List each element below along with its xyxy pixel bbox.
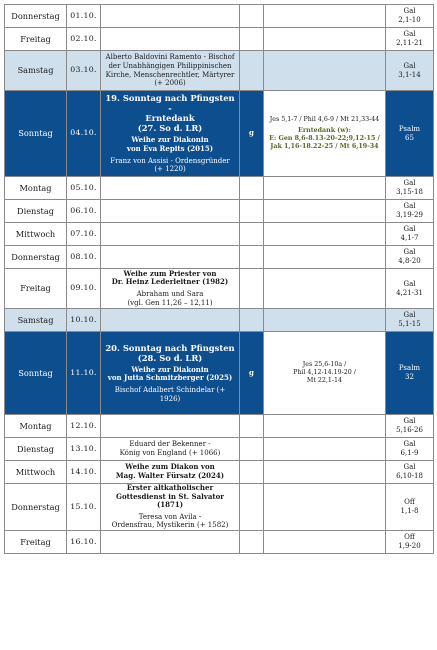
date-cell: 03.10. — [67, 51, 101, 91]
commemoration-note: (vgl. Gen 11,26 – 12,11) — [127, 298, 213, 307]
commemoration-note: Ordensfrau, Mystikerin (+ 1582) — [111, 521, 229, 530]
daily-reading-cell: Gal 2,11-21 — [386, 28, 434, 51]
liturgical-color-cell: g — [240, 332, 264, 415]
readings-cell — [264, 438, 386, 461]
calendar-row — [5, 223, 434, 246]
daily-reading-cell: Gal 3,19-29 — [386, 200, 434, 223]
calendar-row — [5, 309, 434, 332]
harvest-label: Erntedank (w): — [298, 126, 351, 134]
ordination-note: Weihe zur Diakonin — [131, 364, 209, 374]
liturgical-color-cell — [240, 177, 264, 200]
sunday-readings: Jes 5,1-7 / Phil 4,6-9 / Mt 21,33-44 — [269, 115, 380, 123]
calendar-row — [5, 461, 434, 484]
daily-reading-cell: Gal 3,15-18 — [386, 177, 434, 200]
ordination-note: Weihe zum Diakon von — [125, 462, 215, 472]
psalm-cell: Psalm 32 — [386, 332, 434, 415]
observance-cell — [101, 438, 240, 461]
calendar-row — [5, 177, 434, 200]
readings-cell — [264, 530, 386, 553]
ordination-note: Weihe zur Diakonin — [131, 135, 209, 145]
commemoration-note: Alberto Baldovini Ramento - Bischof der Unabhängigen Philippinischen Kirche, Menschenrechtler, Märtyrer (+ 2006) — [105, 53, 235, 88]
calendar-row — [5, 415, 434, 438]
liturgical-color-cell: g — [240, 91, 264, 177]
liturgical-color-cell — [240, 461, 264, 484]
sunday-title: (27. So d. LR) — [137, 123, 203, 134]
liturgical-color-cell — [240, 51, 264, 91]
weekday-cell: Mittwoch — [5, 223, 67, 246]
weekday-cell: Donnerstag — [5, 5, 67, 28]
daily-reading-cell: Gal 2,1-10 — [386, 5, 434, 28]
ordination-note: Mag. Walter Fürsatz (2024) — [115, 471, 225, 480]
harvest-readings: E: Gen 8,6-8.13-20-22;9,12-15 / — [269, 135, 380, 142]
liturgical-color-cell — [240, 438, 264, 461]
readings-cell — [264, 415, 386, 438]
readings-cell — [264, 223, 386, 246]
commemoration-note: Teresa von Avila - — [138, 512, 202, 521]
readings-cell — [264, 200, 386, 223]
psalm-cell: Psalm 65 — [386, 91, 434, 177]
ordination-note: von Jutta Schmitzberger (2025) — [107, 373, 233, 383]
weekday-cell: Donnerstag — [5, 246, 67, 269]
weekday-cell: Samstag — [5, 309, 67, 332]
observance-cell — [101, 484, 240, 531]
daily-reading-cell: Off 1,1-8 — [386, 484, 434, 531]
sunday-title: Erntedank — [145, 113, 195, 124]
weekday-cell: Freitag — [5, 530, 67, 553]
observance-cell — [101, 269, 240, 309]
calendar-row — [5, 484, 434, 531]
weekday-cell: Samstag — [5, 51, 67, 91]
liturgical-color-cell — [240, 28, 264, 51]
calendar-row — [5, 530, 434, 553]
readings-cell — [264, 484, 386, 531]
observance-cell — [101, 5, 240, 28]
calendar-row — [5, 269, 434, 309]
weekday-cell: Mittwoch — [5, 461, 67, 484]
liturgical-color-cell — [240, 246, 264, 269]
date-cell: 10.10. — [67, 309, 101, 332]
ordination-note: Gottesdienst in St. Salvator (1871) — [115, 491, 224, 510]
observance-cell — [101, 530, 240, 553]
date-cell: 08.10. — [67, 246, 101, 269]
daily-reading-cell: Gal 6,10-18 — [386, 461, 434, 484]
commemoration-note: Eduard der Bekenner - — [129, 440, 211, 449]
daily-reading-cell: Gal 5,16-26 — [386, 415, 434, 438]
ordination-note: von Eva Repits (2015) — [126, 143, 214, 153]
observance-cell — [101, 177, 240, 200]
commemoration-note: Abraham und Sara — [136, 290, 204, 298]
liturgical-color-cell — [240, 484, 264, 531]
observance-cell — [101, 51, 240, 91]
sunday-readings: Jes 25,6-10a / — [302, 360, 347, 368]
readings-cell — [264, 309, 386, 332]
observance-cell — [101, 223, 240, 246]
date-cell: 04.10. — [67, 91, 101, 177]
date-cell: 09.10. — [67, 269, 101, 309]
observance-cell — [101, 415, 240, 438]
commemoration-note: (+ 1220) — [154, 165, 186, 174]
readings-cell — [264, 51, 386, 91]
date-cell: 15.10. — [67, 484, 101, 531]
weekday-cell: Donnerstag — [5, 484, 67, 531]
calendar-row — [5, 28, 434, 51]
calendar-row — [5, 91, 434, 177]
readings-cell — [264, 246, 386, 269]
readings-cell — [264, 91, 386, 177]
date-cell: 01.10. — [67, 5, 101, 28]
commemoration-note: Bischof Adalbert Schindelar (+ 1926) — [114, 386, 226, 403]
observance-cell — [101, 461, 240, 484]
observance-cell — [101, 91, 240, 177]
observance-cell — [101, 332, 240, 415]
ordination-note: Erster altkatholischer — [126, 483, 214, 492]
readings-cell — [264, 332, 386, 415]
readings-cell — [264, 28, 386, 51]
date-cell: 05.10. — [67, 177, 101, 200]
weekday-cell: Freitag — [5, 28, 67, 51]
liturgical-color-cell — [240, 309, 264, 332]
sunday-title: 20. Sonntag nach Pfingsten — [105, 342, 235, 353]
liturgical-color-cell — [240, 415, 264, 438]
calendar-row — [5, 51, 434, 91]
weekday-cell: Montag — [5, 415, 67, 438]
liturgical-calendar-table — [4, 4, 434, 554]
date-cell: 13.10. — [67, 438, 101, 461]
commemoration-note: König von England (+ 1066) — [119, 449, 221, 457]
calendar-row — [5, 200, 434, 223]
daily-reading-cell: Gal 4,1-7 — [386, 223, 434, 246]
readings-cell — [264, 177, 386, 200]
liturgical-color-cell — [240, 530, 264, 553]
ordination-note: Weihe zum Priester von — [123, 268, 217, 278]
liturgical-color-cell — [240, 5, 264, 28]
date-cell: 12.10. — [67, 415, 101, 438]
date-cell: 16.10. — [67, 530, 101, 553]
readings-cell — [264, 461, 386, 484]
weekday-cell: Montag — [5, 177, 67, 200]
daily-reading-cell: Off 1,9-20 — [386, 530, 434, 553]
liturgical-color-cell — [240, 269, 264, 309]
sunday-readings: Phil 4,12-14.19-20 / — [293, 368, 356, 376]
sunday-title: 19. Sonntag nach Pfingsten - — [105, 93, 235, 114]
calendar-row — [5, 438, 434, 461]
sunday-readings: Mt 22,1-14 — [306, 377, 343, 385]
calendar-row — [5, 5, 434, 28]
weekday-cell: Sonntag — [5, 332, 67, 415]
calendar-row — [5, 246, 434, 269]
readings-cell — [264, 5, 386, 28]
date-cell: 14.10. — [67, 461, 101, 484]
daily-reading-cell: Gal 5,1-15 — [386, 309, 434, 332]
liturgical-color-cell — [240, 200, 264, 223]
daily-reading-cell: Gal 4,8-20 — [386, 246, 434, 269]
readings-cell — [264, 269, 386, 309]
liturgical-color-cell — [240, 223, 264, 246]
date-cell: 06.10. — [67, 200, 101, 223]
observance-cell — [101, 200, 240, 223]
sunday-title: (28. So d. LR) — [137, 352, 203, 363]
weekday-cell: Sonntag — [5, 91, 67, 177]
date-cell: 02.10. — [67, 28, 101, 51]
daily-reading-cell: Gal 3,1-14 — [386, 51, 434, 91]
date-cell: 11.10. — [67, 332, 101, 415]
daily-reading-cell: Gal 6,1-9 — [386, 438, 434, 461]
commemoration-note: Franz von Assisi - Ordensgründer — [110, 156, 230, 165]
weekday-cell: Freitag — [5, 269, 67, 309]
ordination-note: Dr. Heinz Lederleitner (1982) — [111, 277, 229, 287]
observance-cell — [101, 246, 240, 269]
observance-cell — [101, 28, 240, 51]
observance-cell — [101, 309, 240, 332]
weekday-cell: Dienstag — [5, 200, 67, 223]
daily-reading-cell: Gal 4,21-31 — [386, 269, 434, 309]
weekday-cell: Dienstag — [5, 438, 67, 461]
calendar-row — [5, 332, 434, 415]
harvest-readings: Jak 1,16-18.22-25 / Mt 6,19-34 — [270, 143, 379, 151]
date-cell: 07.10. — [67, 223, 101, 246]
